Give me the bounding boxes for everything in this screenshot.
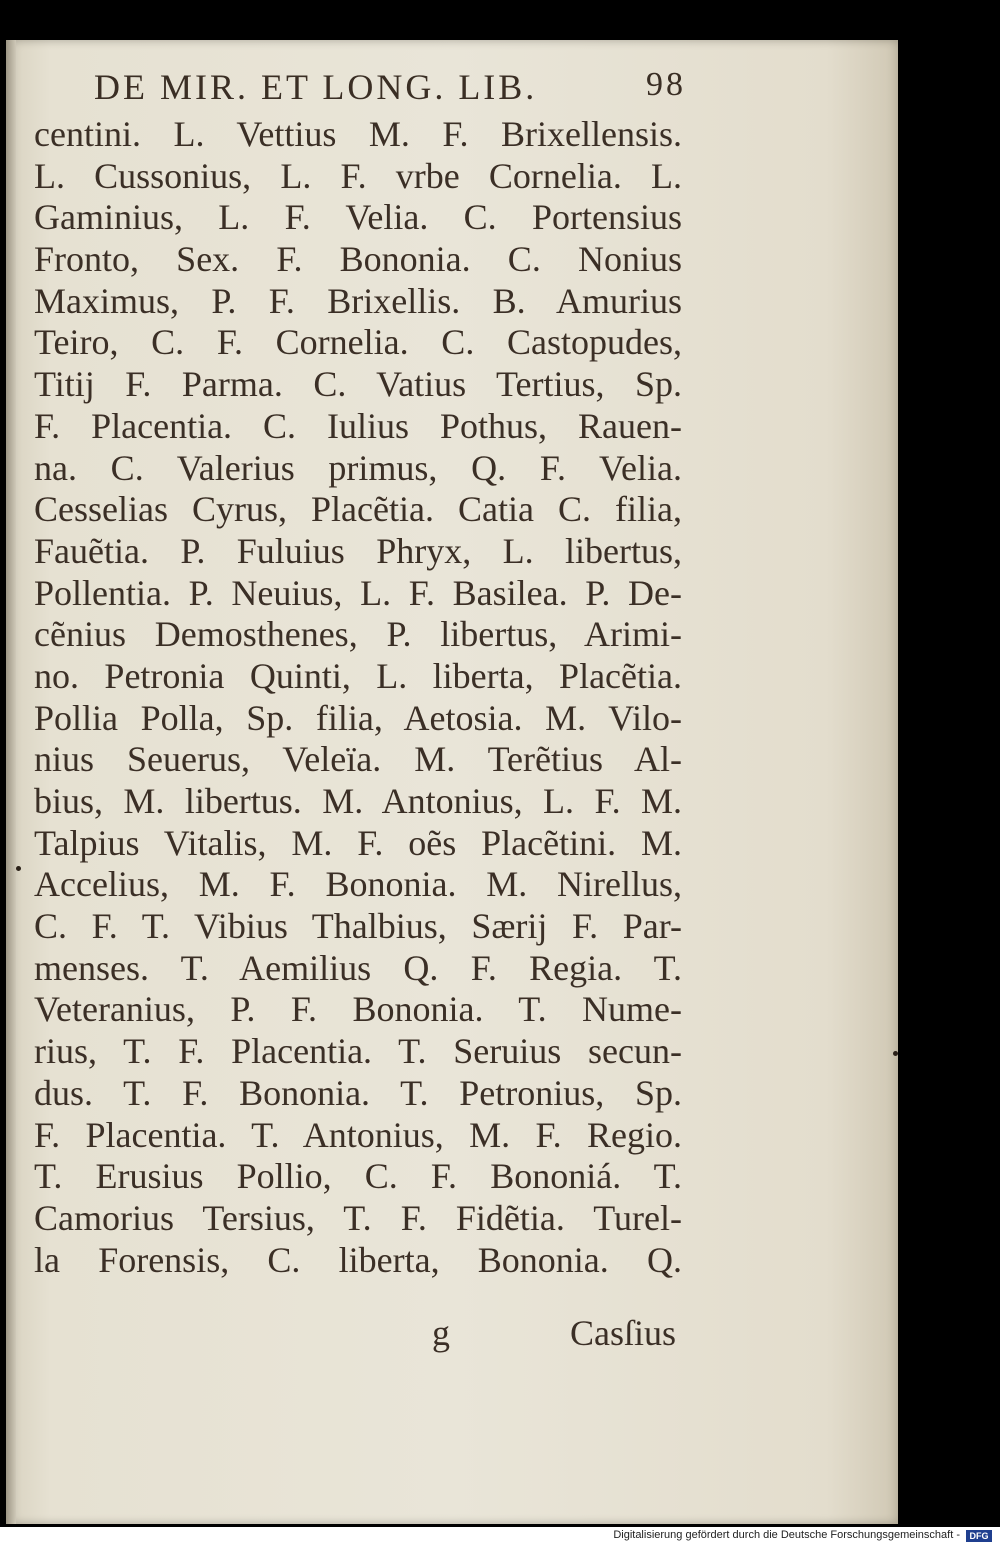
running-head bbox=[94, 66, 686, 106]
text-line: Talpius Vitalis, M. F. oẽs Placẽtini. M. bbox=[34, 822, 682, 863]
text-line: Fauẽtia. P. Fuluius Phryx, L. libertus, bbox=[34, 530, 682, 571]
text-line: cẽnius Demosthenes, P. libertus, Arimi- bbox=[34, 614, 682, 655]
text-line: Maximus, P. F. Brixellis. B. Amurius bbox=[34, 280, 682, 321]
text-line: nius Seuerus, Veleïa. M. Terẽtius Al- bbox=[34, 739, 682, 780]
text-line: centini. L. Vettius M. F. Brixellensis. bbox=[34, 114, 682, 154]
text-line: F. Placentia. C. Iulius Pothus, Rauen- bbox=[34, 405, 682, 446]
text-line: bius, M. libertus. M. Antonius, L. F. M. bbox=[34, 781, 682, 821]
text-line: Gaminius, L. F. Velia. C. Portensius bbox=[34, 197, 682, 238]
text-line: Titij F. Parma. C. Vatius Tertius, Sp. bbox=[34, 364, 682, 405]
signature-mark: g bbox=[432, 1313, 450, 1353]
text-line: Teiro, C. F. Cornelia. C. Castopudes, bbox=[34, 322, 682, 363]
page-gutter-shadow bbox=[6, 40, 16, 1524]
body-text bbox=[34, 114, 682, 1281]
text-line: Accelius, M. F. Bononia. M. Nirellus, bbox=[34, 864, 682, 905]
text-line: Pollia Polla, Sp. filia, Aetosia. M. Vilo- bbox=[34, 697, 682, 738]
digitization-footer bbox=[0, 1527, 1000, 1545]
text-line: T. Erusius Pollio, C. F. Bononiá. T. bbox=[34, 1156, 682, 1197]
catchline bbox=[432, 1312, 676, 1356]
text-line: Camorius Tersius, T. F. Fidẽtia. Turel- bbox=[34, 1197, 682, 1238]
ink-speck bbox=[16, 866, 21, 871]
text-line: Fronto, Sex. F. Bononia. C. Nonius bbox=[34, 239, 682, 280]
text-line: Pollentia. P. Neuius, L. F. Basilea. P. De- bbox=[34, 572, 682, 613]
text-line: F. Placentia. T. Antonius, M. F. Regio. bbox=[34, 1114, 682, 1155]
running-title: DE MIR. ET LONG. LIB. bbox=[94, 67, 538, 107]
text-line: C. F. T. Vibius Thalbius, Særij F. Par- bbox=[34, 906, 682, 947]
text-line: Veteranius, P. F. Bononia. T. Nume- bbox=[34, 989, 682, 1030]
text-line: L. Cussonius, L. F. vrbe Cornelia. L. bbox=[34, 155, 682, 196]
page-number: 98 bbox=[646, 66, 686, 103]
catchword: Casſius bbox=[569, 1313, 676, 1353]
text-line: no. Petronia Quinti, L. liberta, Placẽtia. bbox=[34, 655, 682, 696]
text-line: menses. T. Aemilius Q. F. Regia. T. bbox=[34, 947, 682, 988]
text-line: dus. T. F. Bononia. T. Petronius, Sp. bbox=[34, 1072, 682, 1113]
text-line: rius, T. F. Placentia. T. Seruius secun- bbox=[34, 1031, 682, 1072]
dfg-logo-icon: DFG bbox=[966, 1530, 992, 1542]
text-line: Cesselias Cyrus, Placẽtia. Catia C. filia, bbox=[34, 489, 682, 530]
text-line: la Forensis, C. liberta, Bononia. Q. bbox=[34, 1239, 682, 1280]
footer-credit: Digitalisierung gefördert durch die Deutsche Forschungsgemeinschaft - bbox=[613, 1529, 960, 1541]
text-line: na. C. Valerius primus, Q. F. Velia. bbox=[34, 447, 682, 488]
ink-speck bbox=[893, 1051, 898, 1056]
